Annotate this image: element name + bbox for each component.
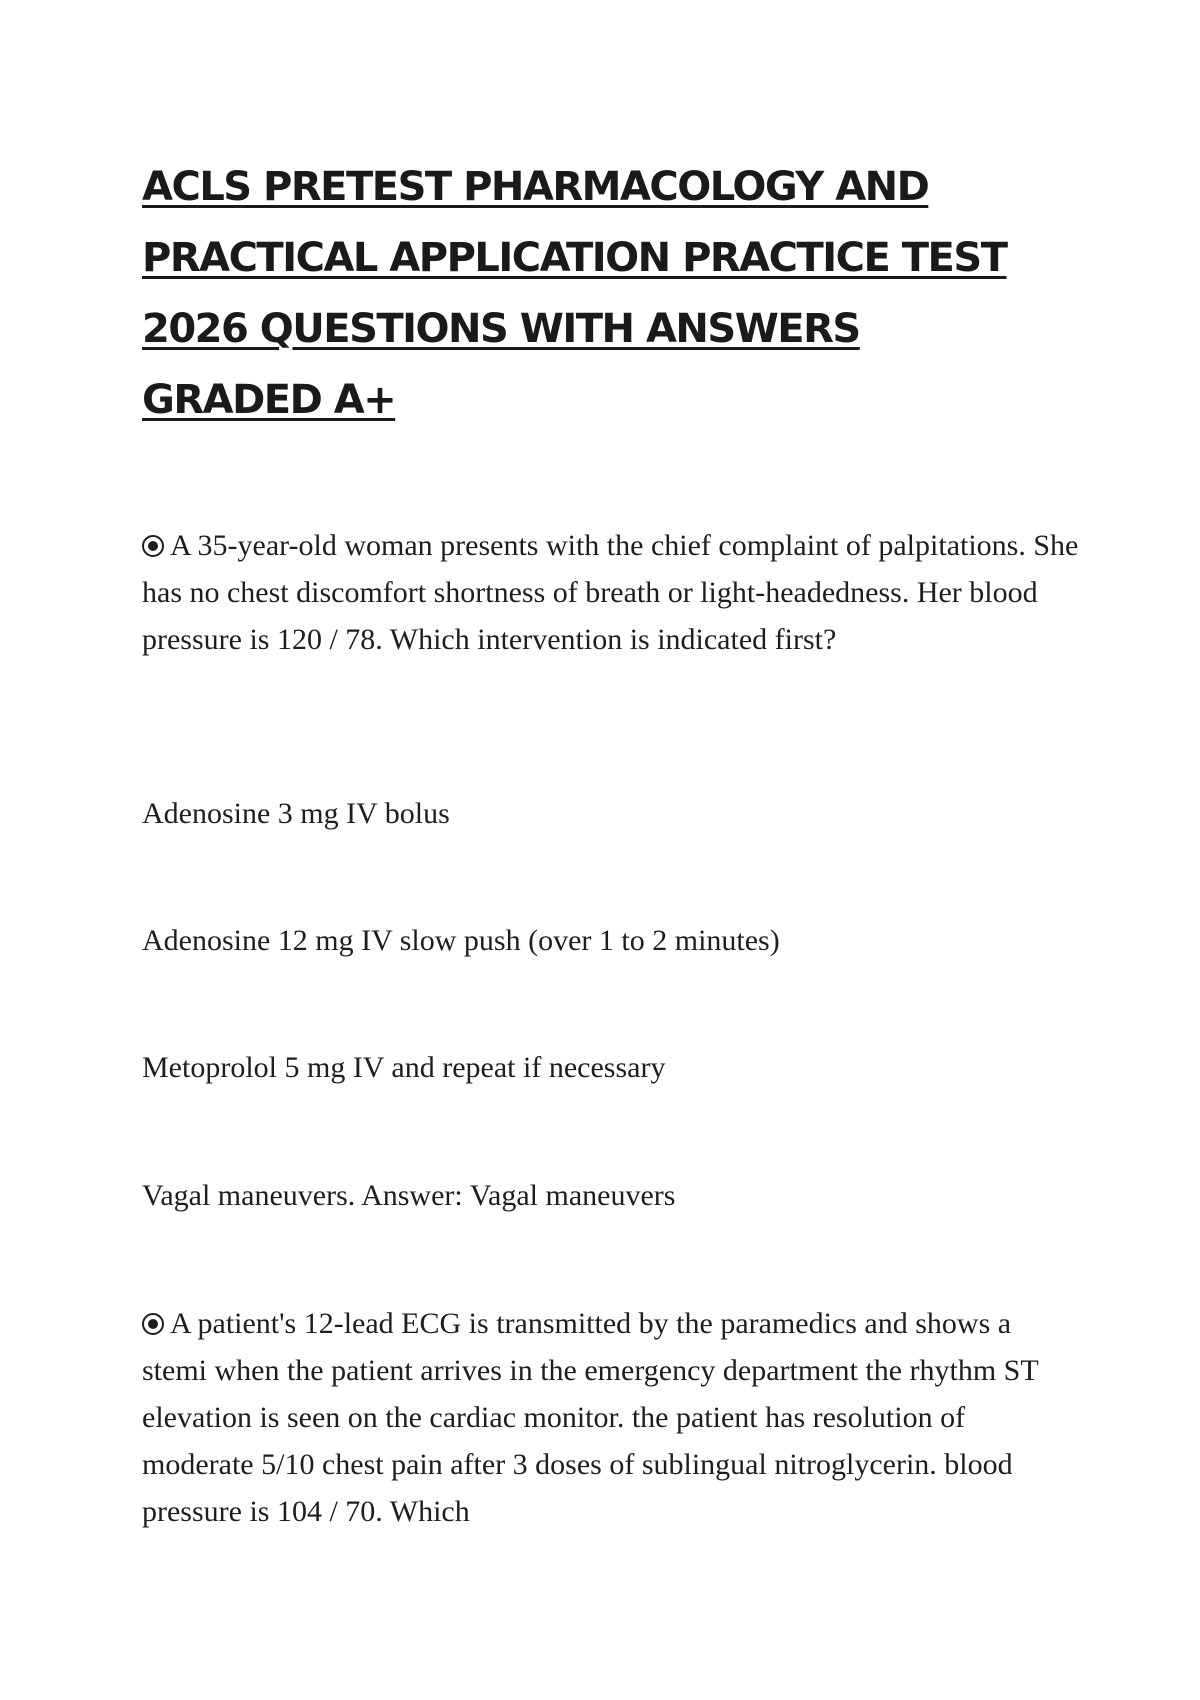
question-2-text: A patient's 12-lead ECG is transmitted by the paramedics and shows a stemi when the patient arrives in the emergency department the rhythm ST elevation is seen on the cardiac monitor. the patient has resolution of moderate 5/10 chest pain after 3 doses of sublingual nitroglycerin. blood pressure is 104 / 70. Which <box>142 1307 1039 1528</box>
document-title: ACLS PRETEST PHARMACOLOGY AND PRACTICAL APPLICATION PRACTICE TEST 2026 QUESTIONS WITH ANSWERS GRADED A+ <box>142 164 1007 423</box>
question-2 <box>142 1300 1082 1535</box>
radio-filled-icon <box>142 1313 164 1335</box>
question-1 <box>142 522 1082 663</box>
radio-filled-icon <box>142 535 164 557</box>
question-1-option-2: Adenosine 12 mg IV slow push (over 1 to 2 minutes) <box>142 924 780 957</box>
question-1-option-1: Adenosine 3 mg IV bolus <box>142 797 450 830</box>
question-1-answer: Vagal maneuvers. Answer: Vagal maneuvers <box>142 1179 676 1212</box>
question-1-text: A 35-year-old woman presents with the chief complaint of palpitations. She has no chest discomfort shortness of breath or light-headedness. Her blood pressure is 120 / 78. Which intervention is indicated first? <box>142 529 1079 656</box>
question-1-option-3: Metoprolol 5 mg IV and repeat if necessary <box>142 1051 666 1084</box>
